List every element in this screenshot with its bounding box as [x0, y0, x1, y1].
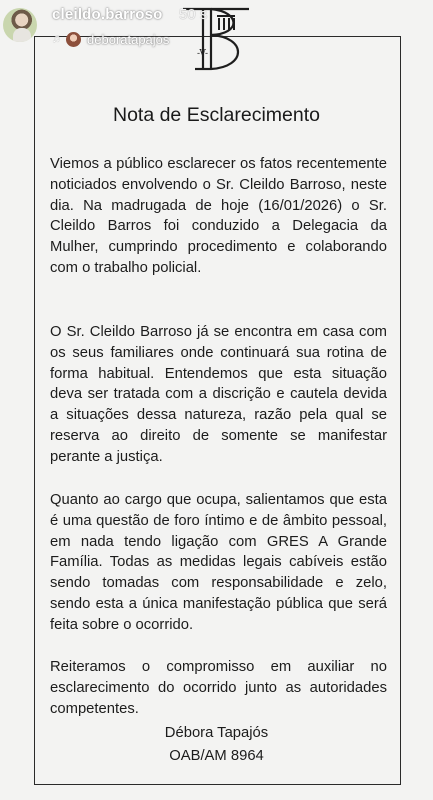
- paragraph-2: O Sr. Cleildo Barroso já se encontra em casa com os seus familiares onde continuará sua rotina de forma habitual. Entendemos que esta situação deva ser tratada com a discrição e cautela devida a situações dessa natureza, razão pela qual se reserva ao direito de somente se manifestar perante a justiça.: [50, 324, 387, 465]
- collaborator-avatar[interactable]: [66, 32, 81, 47]
- story-time: 50 s: [179, 6, 208, 23]
- signature-oab: OAB/AM 8964: [169, 748, 264, 764]
- story-header: [0, 0, 433, 54]
- profile-avatar[interactable]: [3, 8, 37, 42]
- paragraph-3: Quanto ao cargo que ocupa, salientamos que esta é uma questão de foro íntimo e de âmbito pessoal, em nada tendo ligação com GRES A Grande Família. Todas as medidas legais cabíveis estão sendo tomadas com responsabilidade e zelo, sendo esta a única manifestação pública que será feita sobre o ocorrido.: [50, 492, 387, 633]
- svg-text:-V-: -V-: [197, 49, 209, 59]
- paragraph-1: Viemos a público esclarecer os fatos recentemente noticiados envolvendo o Sr. Cleildo Barroso, neste dia. Na madrugada de hoje (16/01/2026) o Sr. Cleildo Barros foi conduzido a Delegacia da Mulher, cumprindo procedimento e colaborando com o trabalho policial.: [50, 156, 387, 276]
- signature-name: Débora Tapajós: [164, 725, 269, 741]
- collaborator-username[interactable]: deboratapajos: [87, 32, 170, 47]
- paragraph-4: Reiteramos o compromisso em auxiliar no esclarecimento do ocorrido junto as autoridades competentes.: [50, 659, 387, 717]
- document-title: Nota de Esclarecimento: [112, 104, 321, 126]
- music-note-icon: ♫: [52, 33, 61, 45]
- story-username[interactable]: cleildo.barroso: [52, 6, 163, 23]
